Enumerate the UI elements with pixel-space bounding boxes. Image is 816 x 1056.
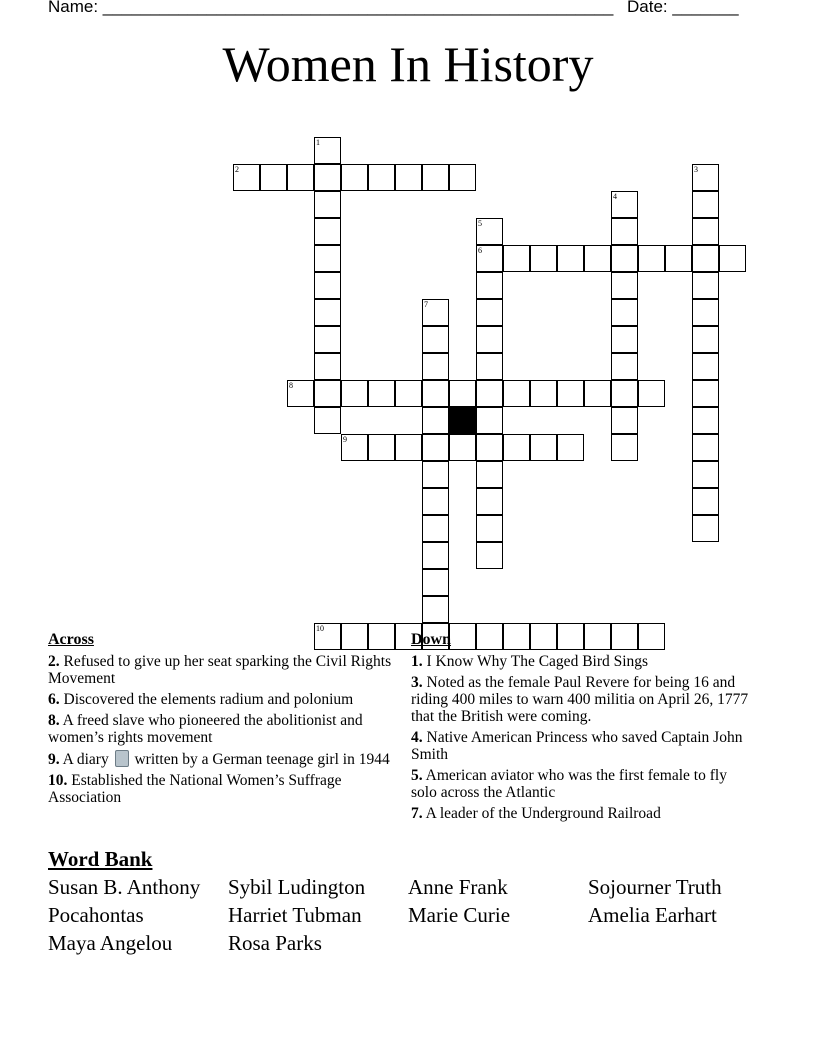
grid-cell[interactable] <box>530 623 557 650</box>
word-bank-item: Susan B. Anthony <box>48 875 201 899</box>
grid-cell[interactable] <box>422 299 449 326</box>
grid-cell[interactable] <box>611 380 638 407</box>
grid-cell[interactable] <box>422 434 449 461</box>
grid-cell[interactable] <box>476 245 503 272</box>
grid-cell[interactable] <box>503 380 530 407</box>
grid-cell[interactable] <box>449 164 476 191</box>
grid-cell[interactable] <box>476 218 503 245</box>
word-bank-item: Harriet Tubman <box>228 903 362 927</box>
grid-cell[interactable] <box>314 299 341 326</box>
word-bank-item: Anne Frank <box>408 875 508 899</box>
clue-across-9: 9. A diary written by a German teenage girl in 1944 <box>48 751 390 768</box>
grid-cell[interactable] <box>341 380 368 407</box>
grid-cell[interactable] <box>233 164 260 191</box>
grid-cell[interactable] <box>422 461 449 488</box>
grid-cell[interactable] <box>476 380 503 407</box>
clue-across-8: 8. A freed slave who pioneered the abolitionist and women’s rights movement <box>48 712 363 746</box>
grid-cell[interactable] <box>422 488 449 515</box>
grid-cell[interactable] <box>314 245 341 272</box>
grid-cell[interactable] <box>692 218 719 245</box>
down-heading: Down <box>411 631 452 648</box>
clue-number-2-across: 2 <box>235 165 239 174</box>
clue-number-8-across: 8 <box>289 381 293 390</box>
across-clues-list <box>48 653 393 810</box>
clue-number-1-down: 1 <box>316 138 320 147</box>
clue-down-5: 5. American aviator who was the first female to fly solo across the Atlantic <box>411 767 727 801</box>
grid-cell[interactable] <box>260 164 287 191</box>
clue-number-3-down: 3 <box>694 165 698 174</box>
grid-cell[interactable] <box>584 623 611 650</box>
grid-cell[interactable] <box>422 380 449 407</box>
clue-down-3: 3. Noted as the female Paul Revere for being 16 and riding 400 miles to warn 400 militia on April 26, 1777 that the British were coming. <box>411 674 749 725</box>
across-heading: Across <box>48 631 94 648</box>
clue-down-1: 1. I Know Why The Caged Bird Sings <box>411 653 649 670</box>
grid-cell[interactable] <box>449 623 476 650</box>
grid-cell[interactable] <box>368 164 395 191</box>
grid-cell[interactable] <box>503 434 530 461</box>
grid-cell[interactable] <box>584 380 611 407</box>
grid-cell[interactable] <box>287 164 314 191</box>
grid-cell[interactable] <box>692 299 719 326</box>
grid-cell[interactable] <box>719 245 746 272</box>
word-bank-item: Maya Angelou <box>48 931 173 955</box>
grid-cell[interactable] <box>476 326 503 353</box>
grid-cell[interactable] <box>476 488 503 515</box>
grid-cell[interactable] <box>314 353 341 380</box>
grid-cell[interactable] <box>638 623 665 650</box>
clue-number-6-across: 6 <box>478 246 482 255</box>
clue-across-10: 10. Established the National Women’s Suffrage Association <box>48 772 342 806</box>
grid-cell[interactable] <box>611 218 638 245</box>
grid-cell[interactable] <box>503 245 530 272</box>
clue-number-10-across: 10 <box>316 624 324 633</box>
clue-across-6: 6. Discovered the elements radium and polonium <box>48 691 354 708</box>
grid-cell[interactable] <box>476 542 503 569</box>
grid-cell[interactable] <box>422 515 449 542</box>
clue-across-2: 2. Refused to give up her seat sparking the Civil Rights Movement <box>48 653 392 687</box>
grid-cell[interactable] <box>530 380 557 407</box>
grid-cell[interactable] <box>287 380 314 407</box>
grid-cell[interactable] <box>314 407 341 434</box>
grid-cell[interactable] <box>314 272 341 299</box>
grid-cell[interactable] <box>476 623 503 650</box>
grid-cell[interactable] <box>368 380 395 407</box>
grid-cell[interactable] <box>476 434 503 461</box>
grid-cell[interactable] <box>692 488 719 515</box>
clue-down-7: 7. A leader of the Underground Railroad <box>411 805 661 822</box>
grid-cell[interactable] <box>341 164 368 191</box>
grid-cell[interactable] <box>422 407 449 434</box>
grid-cell[interactable] <box>584 245 611 272</box>
word-bank-item: Amelia Earhart <box>588 903 717 927</box>
page-title: Women In History <box>222 36 594 92</box>
grid-cell[interactable] <box>692 380 719 407</box>
grid-cell[interactable] <box>476 407 503 434</box>
word-bank-item: Sybil Ludington <box>228 875 366 899</box>
grid-cell[interactable] <box>692 515 719 542</box>
grid-cell[interactable] <box>692 461 719 488</box>
grid-cell[interactable] <box>692 245 719 272</box>
grid-cell[interactable] <box>449 380 476 407</box>
grid-block <box>449 407 476 434</box>
date-field[interactable]: Date: _______ <box>627 0 739 16</box>
grid-cell[interactable] <box>314 623 341 650</box>
grid-cell[interactable] <box>503 623 530 650</box>
clue-number-5-down: 5 <box>478 219 482 228</box>
grid-cell[interactable] <box>314 164 341 191</box>
grid-cell[interactable] <box>314 191 341 218</box>
grid-cell[interactable] <box>476 461 503 488</box>
grid-cell[interactable] <box>611 434 638 461</box>
grid-cell[interactable] <box>611 299 638 326</box>
down-clues-list <box>411 653 756 826</box>
name-field[interactable]: Name: ______________________________________________________ <box>48 0 614 16</box>
grid-cell[interactable] <box>476 353 503 380</box>
grid-cell[interactable] <box>422 569 449 596</box>
grid-cell[interactable] <box>692 326 719 353</box>
word-bank-item: Marie Curie <box>408 903 511 927</box>
grid-cell[interactable] <box>692 353 719 380</box>
grid-cell[interactable] <box>341 434 368 461</box>
grid-cell[interactable] <box>422 164 449 191</box>
grid-cell[interactable] <box>476 299 503 326</box>
grid-cell[interactable] <box>611 245 638 272</box>
grid-cell[interactable] <box>557 434 584 461</box>
word-bank-item: Rosa Parks <box>228 931 322 955</box>
grid-cell[interactable] <box>449 434 476 461</box>
clue-down-4: 4. Native American Princess who saved Captain John Smith <box>411 729 743 763</box>
grid-cell[interactable] <box>557 380 584 407</box>
grid-cell[interactable] <box>314 326 341 353</box>
grid-cell[interactable] <box>611 623 638 650</box>
clue-number-7-down: 7 <box>424 300 428 309</box>
grid-cell[interactable] <box>557 623 584 650</box>
grid-cell[interactable] <box>665 245 692 272</box>
grid-cell[interactable] <box>692 164 719 191</box>
grid-cell[interactable] <box>692 407 719 434</box>
clue-number-9-across: 9 <box>343 435 347 444</box>
grid-cell[interactable] <box>611 353 638 380</box>
grid-cell[interactable] <box>314 137 341 164</box>
clue-number-4-down: 4 <box>613 192 617 201</box>
grid-cell[interactable] <box>368 434 395 461</box>
word-bank-title: Word Bank <box>48 847 153 871</box>
grid-cell[interactable] <box>368 623 395 650</box>
grid-cell[interactable] <box>557 245 584 272</box>
grid-cell[interactable] <box>476 272 503 299</box>
word-bank-item: Pocahontas <box>48 903 144 927</box>
grid-cell[interactable] <box>530 434 557 461</box>
grid-cell[interactable] <box>692 272 719 299</box>
grid-cell[interactable] <box>422 353 449 380</box>
grid-cell[interactable] <box>638 245 665 272</box>
grid-cell[interactable] <box>638 380 665 407</box>
grid-cell[interactable] <box>530 245 557 272</box>
grid-cell[interactable] <box>422 326 449 353</box>
grid-cell[interactable] <box>395 164 422 191</box>
grid-cell[interactable] <box>395 434 422 461</box>
grid-cell[interactable] <box>476 515 503 542</box>
grid-cell[interactable] <box>611 272 638 299</box>
grid-cell[interactable] <box>692 434 719 461</box>
grid-cell[interactable] <box>314 380 341 407</box>
grid-cell[interactable] <box>611 191 638 218</box>
grid-cell[interactable] <box>422 596 449 623</box>
grid-cell[interactable] <box>611 407 638 434</box>
grid-cell[interactable] <box>611 326 638 353</box>
grid-cell[interactable] <box>341 623 368 650</box>
book-icon <box>115 750 129 767</box>
grid-cell[interactable] <box>395 380 422 407</box>
grid-cell[interactable] <box>422 542 449 569</box>
grid-cell[interactable] <box>692 191 719 218</box>
grid-cell[interactable] <box>314 218 341 245</box>
word-bank-item: Sojourner Truth <box>588 875 722 899</box>
